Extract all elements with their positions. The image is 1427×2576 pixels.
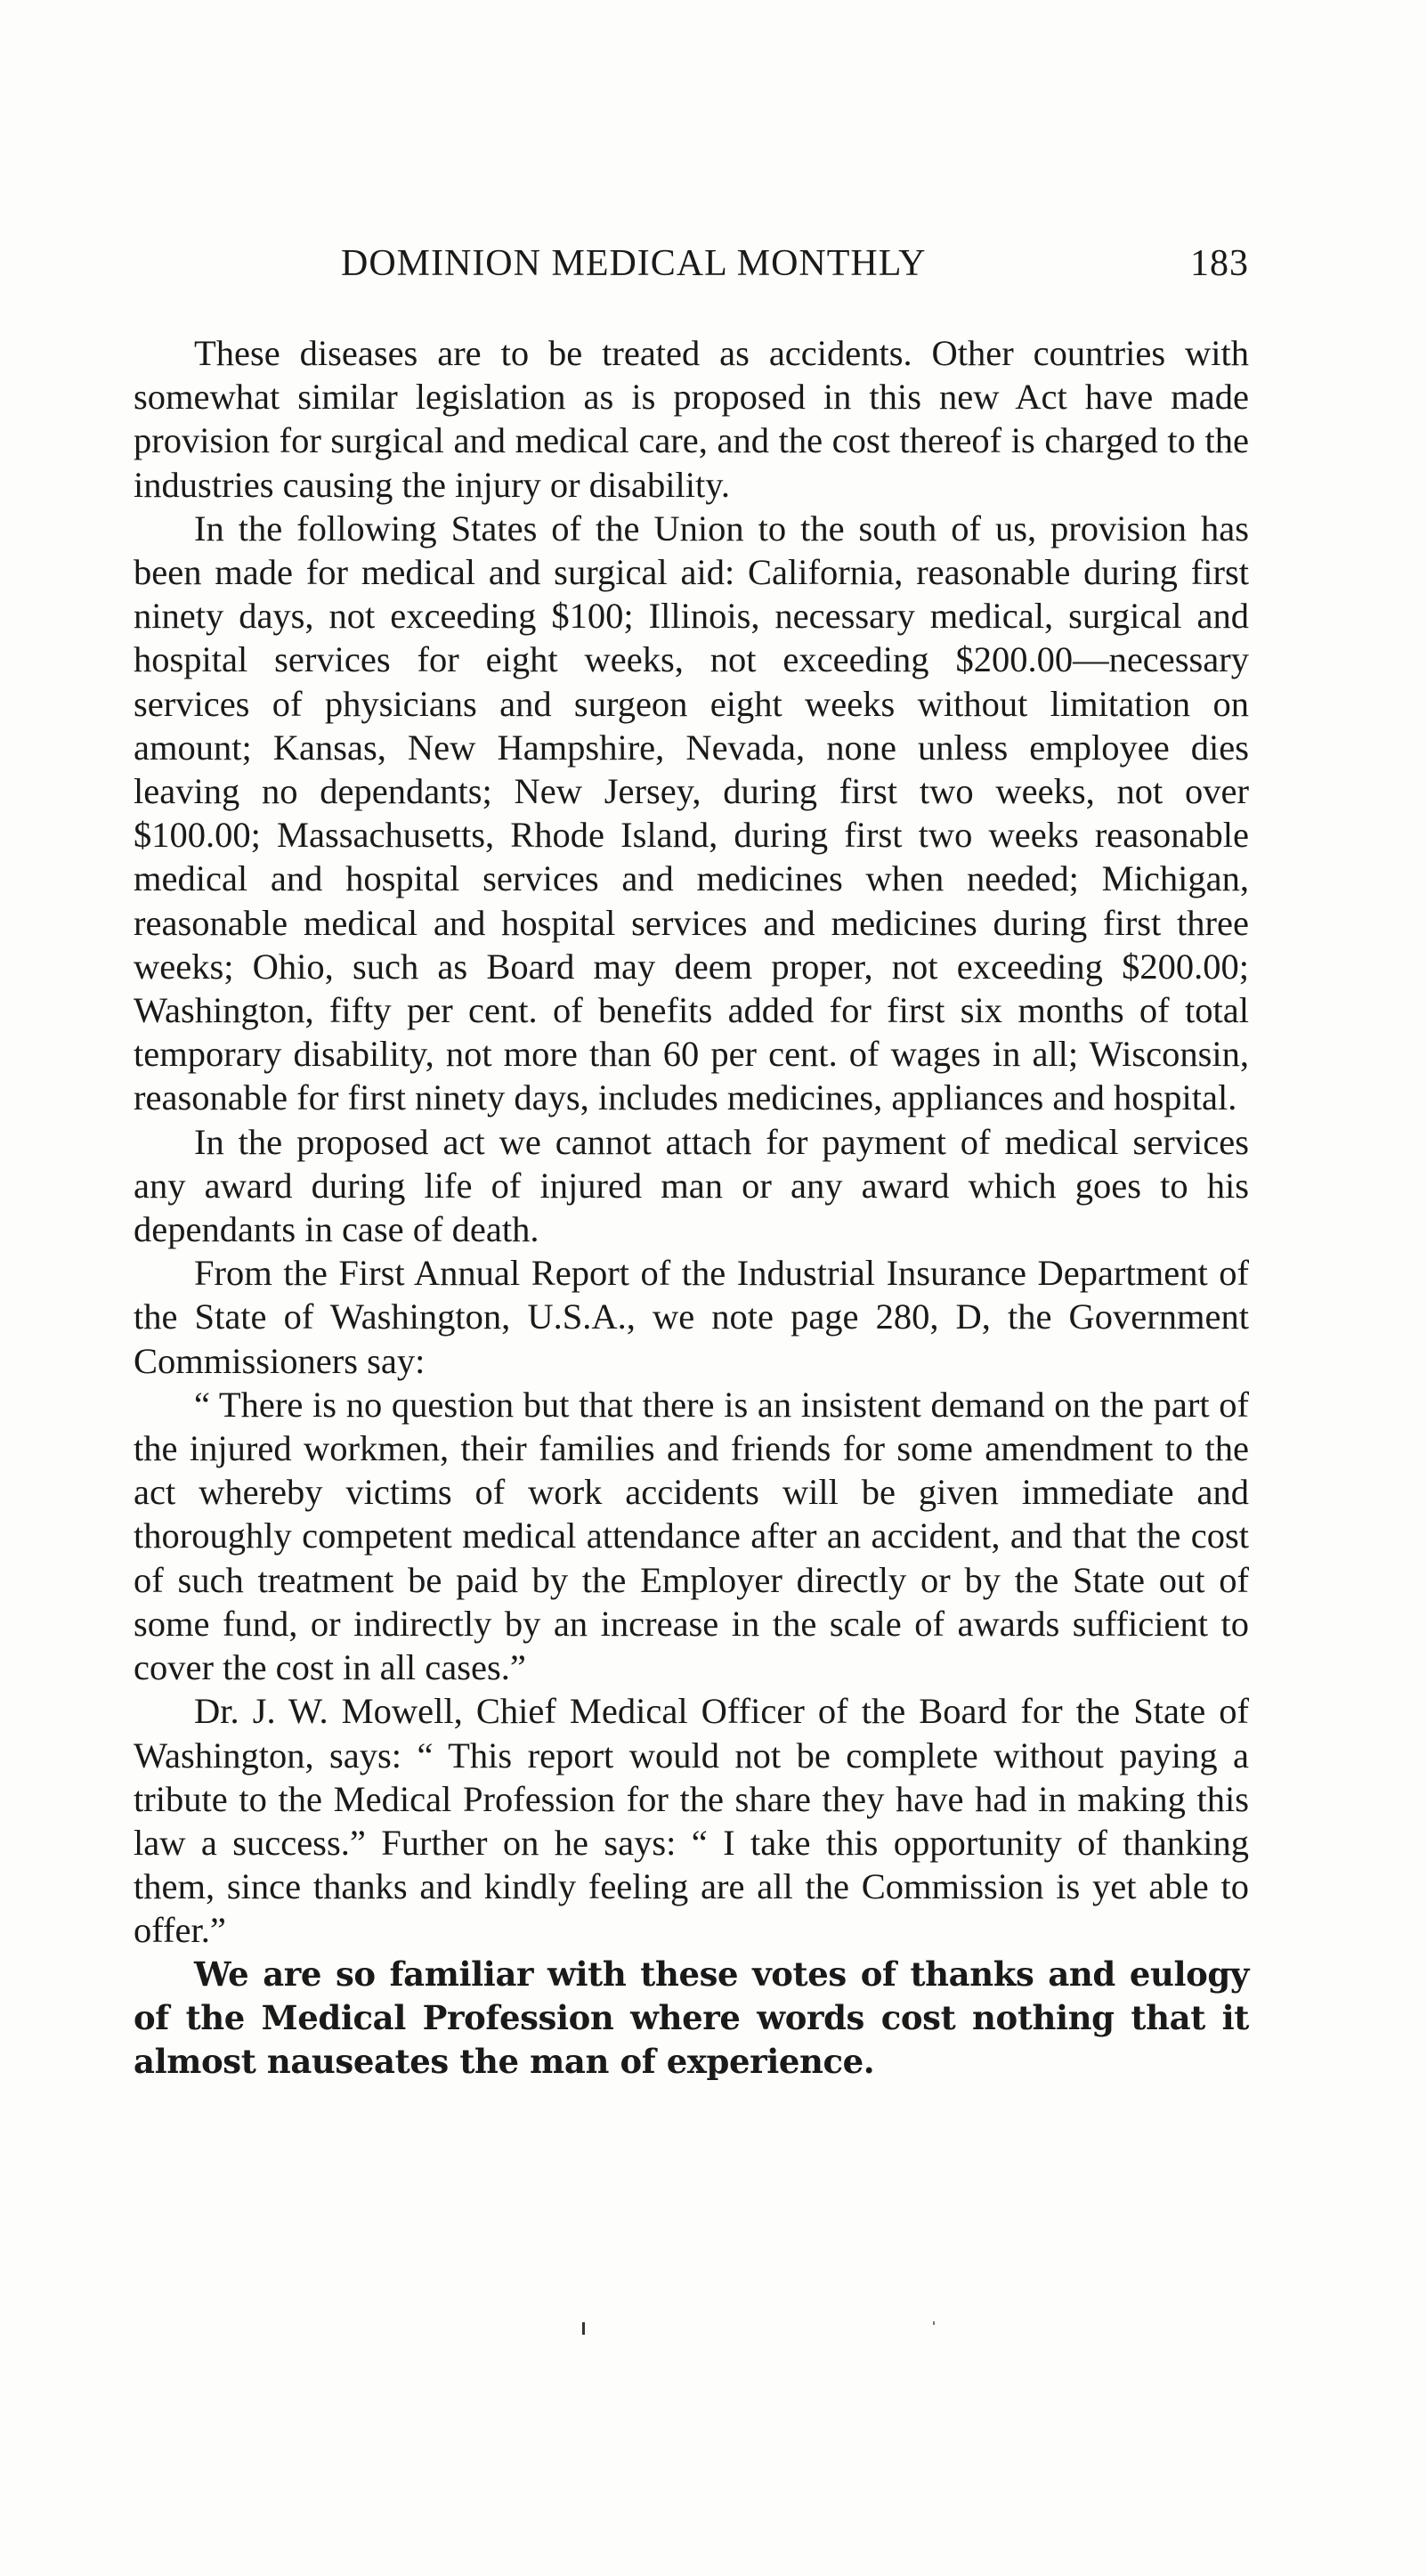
paragraph-commissioners-quote: “ There is no question but that there is an insistent demand on the part of the injured workmen, their families and friends for some amendment to the act whereby victims of work accidents will be given immediate and thoroughly competent medical attendance after an accident, and that the cost of such treatment be paid by the Employer directly or by the State out of some fund, or indirectly by an increase in the scale of awards sufficient to cover the cost in all cases.” [134,1384,1249,1688]
journal-title: DOMINION MEDICAL MONTHLY [341,243,927,284]
article-body [134,331,1249,2084]
paragraph-mowell-quote: Dr. J. W. Mowell, Chief Medical Officer of the Board for the State of Washington, says: “ This report would not be complete without paying a tribute to the Medical Profession for the share they have had in making this law a success.” Further on he says: “ I take this opportunity of thanking them, since thanks and kindly feeling are all the Commission is yet able to offer.” [134,1691,1249,1951]
paragraph-diseases-as-accidents: These diseases are to be treated as accidents. Other countries with somewhat similar legislation as is proposed in this new Act have made provision for surgical and medical care, and the cost thereof is charged to the industries causing the injury or disability. [134,333,1249,505]
paragraph-closing-remark: We are so familiar with these votes of thanks and eulogy of the Medical Profession where words cost nothing that it almost nauseates the man of experience. [134,1954,1249,2081]
paragraph-annual-report: From the First Annual Report of the Industrial Insurance Department of the State of Washington, U.S.A., we note page 280, D, the Government Commissioners say: [134,1253,1249,1381]
paragraph-states-medical-aid: In the following States of the Union to the south of us, provision has been made for medical and surgical aid: California, reasonable during first ninety days, not exceeding $100; Illinois, necessary medical, surgical and hospital services for eight weeks, not exceeding $200.00—necessary services of physicians and surgeon eight weeks without limitation on amount; Kansas, New Hampshire, Nevada, none unless employee dies leaving no dependants; New Jersey, during first two weeks, not over $100.00; Massachusetts, Rhode Island, during first two weeks reasonable medical and hospital services and medicines when needed; Michigan, reasonable medical and hospital services and medicines during first three weeks; Ohio, such as Board may deem proper, not exceeding $200.00; Washington, fifty per cent. of benefits added for first six months of total temporary disability, not more than 60 per cent. of wages in all; Wisconsin, reasonable for first ninety days, includes medicines, appliances and hospital. [134,508,1249,1118]
page-number: 183 [1190,243,1249,284]
ink-mark [582,2322,585,2335]
ink-speck [933,2321,935,2325]
running-head [341,242,1249,296]
paragraph-proposed-act: In the proposed act we cannot attach for payment of medical services any award during life of injured man or any award which goes to his dependants in case of death. [134,1121,1249,1250]
